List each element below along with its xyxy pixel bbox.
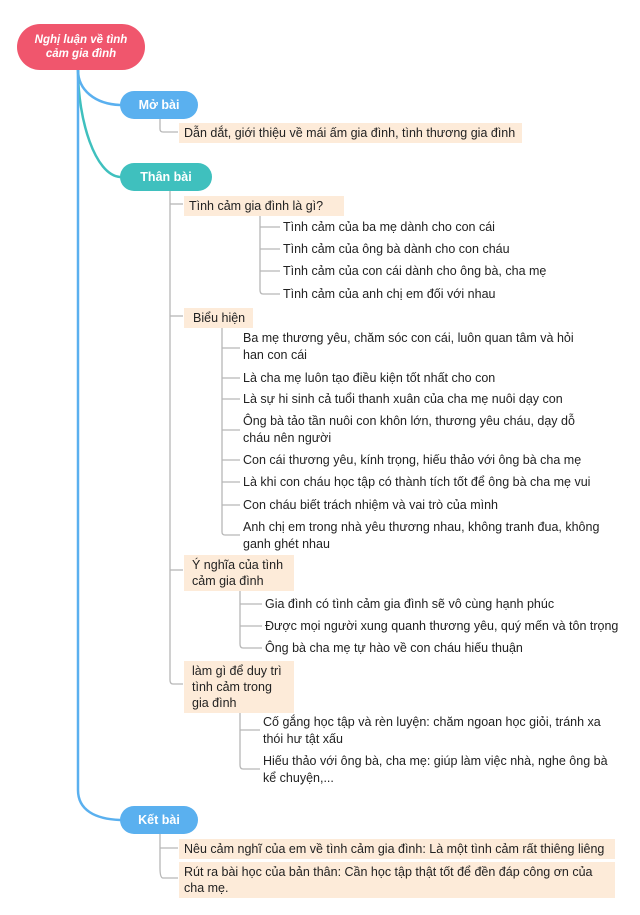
bieu-hien-item[interactable]: Là cha mẹ luôn tạo điều kiện tốt nhất cho con: [243, 371, 496, 385]
khai-niem-item[interactable]: Tình cảm của con cái dành cho ông bà, cha mẹ: [283, 264, 547, 278]
branch-ket-bai[interactable]: [120, 806, 198, 834]
khai-niem-item[interactable]: Tình cảm của ông bà dành cho con cháu: [283, 242, 510, 256]
y-nghia-item[interactable]: Gia đình có tình cảm gia đình sẽ vô cùng hạnh phúc: [265, 597, 555, 611]
bieu-hien-item[interactable]: Ba mẹ thương yêu, chăm sóc con cái, luôn quan tâm và hỏi han con cái: [243, 331, 574, 362]
mo-bai-item[interactable]: Dẫn dắt, giới thiệu về mái ấm gia đình, tình thương gia đình: [179, 123, 522, 143]
bieu-hien-item[interactable]: Là sự hi sinh cả tuổi thanh xuân của cha mẹ nuôi dạy con: [243, 392, 563, 406]
topic-y-nghia[interactable]: Ý nghĩa của tình cảm gia đình: [184, 555, 294, 591]
y-nghia-item[interactable]: Được mọi người xung quanh thương yêu, quý mến và tôn trọng: [265, 619, 619, 633]
ket-bai-item[interactable]: Rút ra bài học của bản thân: Cần học tập thật tốt để đền đáp công ơn của cha mẹ.: [179, 862, 615, 898]
branch-than-bai[interactable]: [120, 163, 212, 191]
root-node[interactable]: [17, 24, 145, 70]
topic-khai-niem[interactable]: Tình cảm gia đình là gì?: [184, 196, 344, 216]
branch-mo-bai[interactable]: [120, 91, 198, 119]
branch-mo-bai-label: Mở bài: [138, 98, 180, 112]
branch-than-bai-label: Thân bài: [140, 170, 192, 184]
branch-ket-bai-label: Kết bài: [138, 813, 180, 827]
khai-niem-item[interactable]: Tình cảm của ba mẹ dành cho con cái: [283, 220, 495, 234]
bieu-hien-item[interactable]: Anh chị em trong nhà yêu thương nhau, không tranh đua, không ganh ghét nhau: [243, 520, 600, 551]
topic-duy-tri[interactable]: làm gì để duy trì tình cảm trong gia đình: [184, 661, 294, 713]
khai-niem-item[interactable]: Tình cảm của anh chị em đối với nhau: [283, 287, 496, 301]
topic-bieu-hien[interactable]: Biểu hiện: [184, 308, 253, 328]
bieu-hien-item[interactable]: Ông bà tảo tần nuôi con khôn lớn, thương yêu cháu, dạy dỗ cháu nên người: [243, 414, 575, 445]
root-title: Nghị luận về tình cảm gia đình: [34, 34, 128, 60]
bieu-hien-item[interactable]: Con cháu biết trách nhiệm và vai trò của mình: [243, 498, 498, 512]
duy-tri-item[interactable]: Cố gắng học tập và rèn luyện: chăm ngoan học giỏi, tránh xa thói hư tật xấu: [263, 715, 601, 746]
duy-tri-item[interactable]: Hiếu thảo với ông bà, cha mẹ: giúp làm việc nhà, nghe ông bà kể chuyện,...: [263, 754, 608, 785]
bieu-hien-item[interactable]: Con cái thương yêu, kính trọng, hiếu thảo với ông bà cha mẹ: [243, 453, 582, 467]
ket-bai-item[interactable]: Nêu cảm nghĩ của em về tình cảm gia đình: Là một tình cảm rất thiêng liêng: [179, 839, 615, 859]
y-nghia-item[interactable]: Ông bà cha mẹ tự hào về con cháu hiếu thuận: [265, 641, 523, 655]
bieu-hien-item[interactable]: Là khi con cháu học tập có thành tích tốt để ông bà cha mẹ vui: [243, 475, 591, 489]
